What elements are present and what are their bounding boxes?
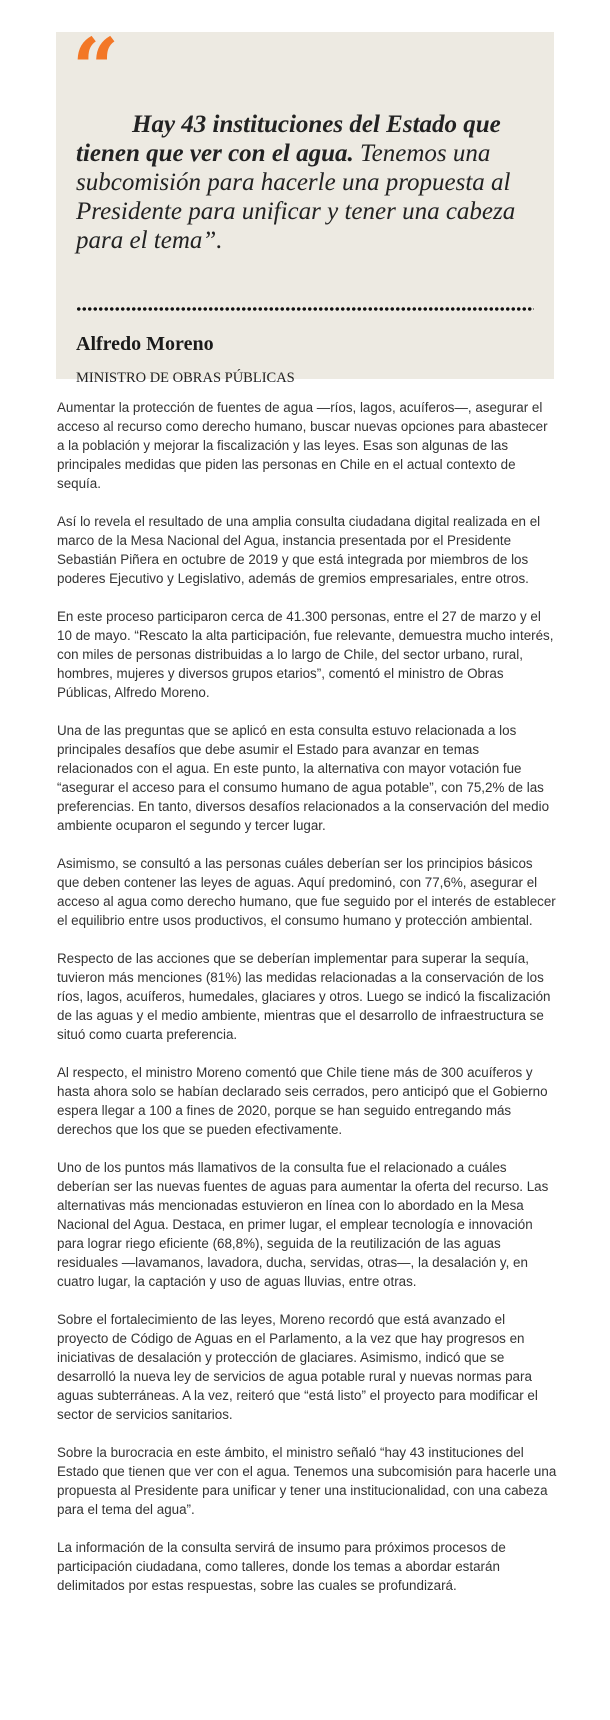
article-paragraph: Uno de los puntos más llamativos de la consulta fue el relacionado a cuáles deberían ser las nuevas fuentes de aguas para aumentar la oferta del recurso. Las alternativas más mencionadas estuvieron en línea con lo abordado en la Mesa Nacional del Agua. Destaca, en primer lugar, el emplear tecnología e innovación para lograr riego eficiente (68,8%), seguida de la reutilización de las aguas residuales —lavamanos, lavadora, ducha, servidas, otras—, la desalación y, en cuatro lugar, la captación y uso de aguas lluvias, entre otras. — [57, 1160, 549, 1289]
pull-quote-text — [76, 110, 541, 255]
article-paragraph: La información de la consulta servirá de insumo para próximos procesos de participación ciudadana, como talleres, donde los temas a abordar estarán delimitados por estas respuestas, sobre las cuales se profundizará. — [57, 1540, 506, 1593]
article-paragraph: Al respecto, el ministro Moreno comentó que Chile tiene más de 300 acuíferos y hasta ahora solo se habían declarado seis cerrados, pero anticipó que el Gobierno espera llegar a 100 a fines de 2020, porque se han seguido entregando más derechos que los que se pueden efectivamente. — [57, 1065, 548, 1137]
article-paragraph: Respecto de las acciones que se deberían implementar para superar la sequía, tuvieron más menciones (81%) las medidas relacionadas a la conservación de los ríos, lagos, acuíferos, humedales, glaciares y otros. Luego se indicó la fiscalización de las aguas y el medio ambiente, mientras que el desarrollo de infraestructura se situó como cuarta preferencia. — [57, 951, 551, 1042]
dotted-divider — [76, 307, 534, 311]
article-body — [57, 398, 557, 1614]
quote-author-name: Alfredo Moreno — [76, 333, 214, 355]
article-paragraph: Sobre el fortalecimiento de las leyes, Moreno recordó que está avanzado el proyecto de Código de Aguas en el Parlamento, a la vez que hay progresos en iniciativas de desalación y protección de glaciares. Asimismo, indicó que se desarrolló la nueva ley de servicios de agua potable rural y nuevas normas para aguas subterráneas. A la vez, reiteró que “está listo” el proyecto para modificar el sector de servicios sanitarios. — [57, 1312, 538, 1422]
article-paragraph: Asimismo, se consultó a las personas cuáles deberían ser los principios básicos que deben contener las leyes de aguas. Aquí predominó, con 77,6%, asegurar el acceso al agua como derecho humano, que fue seguido por el interés de establecer el equilibrio entre usos productivos, el consumo humano y protección ambiental. — [57, 856, 556, 928]
quote-mark-icon: “ — [72, 21, 120, 117]
pull-quote-box — [56, 21, 554, 386]
article-paragraph: Sobre la burocracia en este ámbito, el ministro señaló “hay 43 instituciones del Estado que tienen que ver con el agua. Tenemos una subcomisión para hacerle una propuesta al Presidente para unificar y tener una institucionalidad, con una cabeza para el tema del agua”. — [57, 1445, 557, 1517]
quote-author-role: MINISTRO DE OBRAS PÚBLICAS — [76, 370, 295, 386]
article-paragraph: Aumentar la protección de fuentes de agua —ríos, lagos, acuíferos—, asegurar el acceso al recurso como derecho humano, buscar nuevas opciones para abastecer a la población y mejorar la fiscalización y las leyes. Esas son algunas de las principales medidas que piden las personas en Chile en el actual contexto de sequía. — [57, 400, 548, 491]
article-paragraph: En este proceso participaron cerca de 41.300 personas, entre el 27 de marzo y el 10 de mayo. “Rescato la alta participación, fue relevante, demuestra mucho interés, con miles de personas distribuidas a lo largo de Chile, del sector urbano, rural, hombres, mujeres y diversos grupos etarios”, comentó el ministro de Obras Públicas, Alfredo Moreno. — [57, 609, 554, 700]
article-paragraph: Una de las preguntas que se aplicó en esta consulta estuvo relacionada a los principales desafíos que debe asumir el Estado para avanzar en temas relacionados con el agua. En este punto, la alternativa con mayor votación fue “asegurar el acceso para el consumo humano de agua potable”, con 75,2% de las preferencias. En tanto, diversos desafíos relacionados a la conservación del medio ambiente ocuparon el segundo y tercer lugar. — [57, 723, 550, 833]
article-paragraph: Así lo revela el resultado de una amplia consulta ciudadana digital realizada en el marco de la Mesa Nacional del Agua, instancia presentada por el Presidente Sebastián Piñera en octubre de 2019 y que está integrada por miembros de los poderes Ejecutivo y Legislativo, además de gremios empresariales, entre otros. — [57, 514, 541, 586]
pull-quote-italic-text: Tenemos una subcomisión para hacerle una propuesta al Presidente para unificar y tener una cabeza para el tema”. — [76, 140, 516, 254]
pull-quote-bold-text: Hay 43 instituciones del Estado que tienen que ver con el agua. — [76, 111, 501, 167]
